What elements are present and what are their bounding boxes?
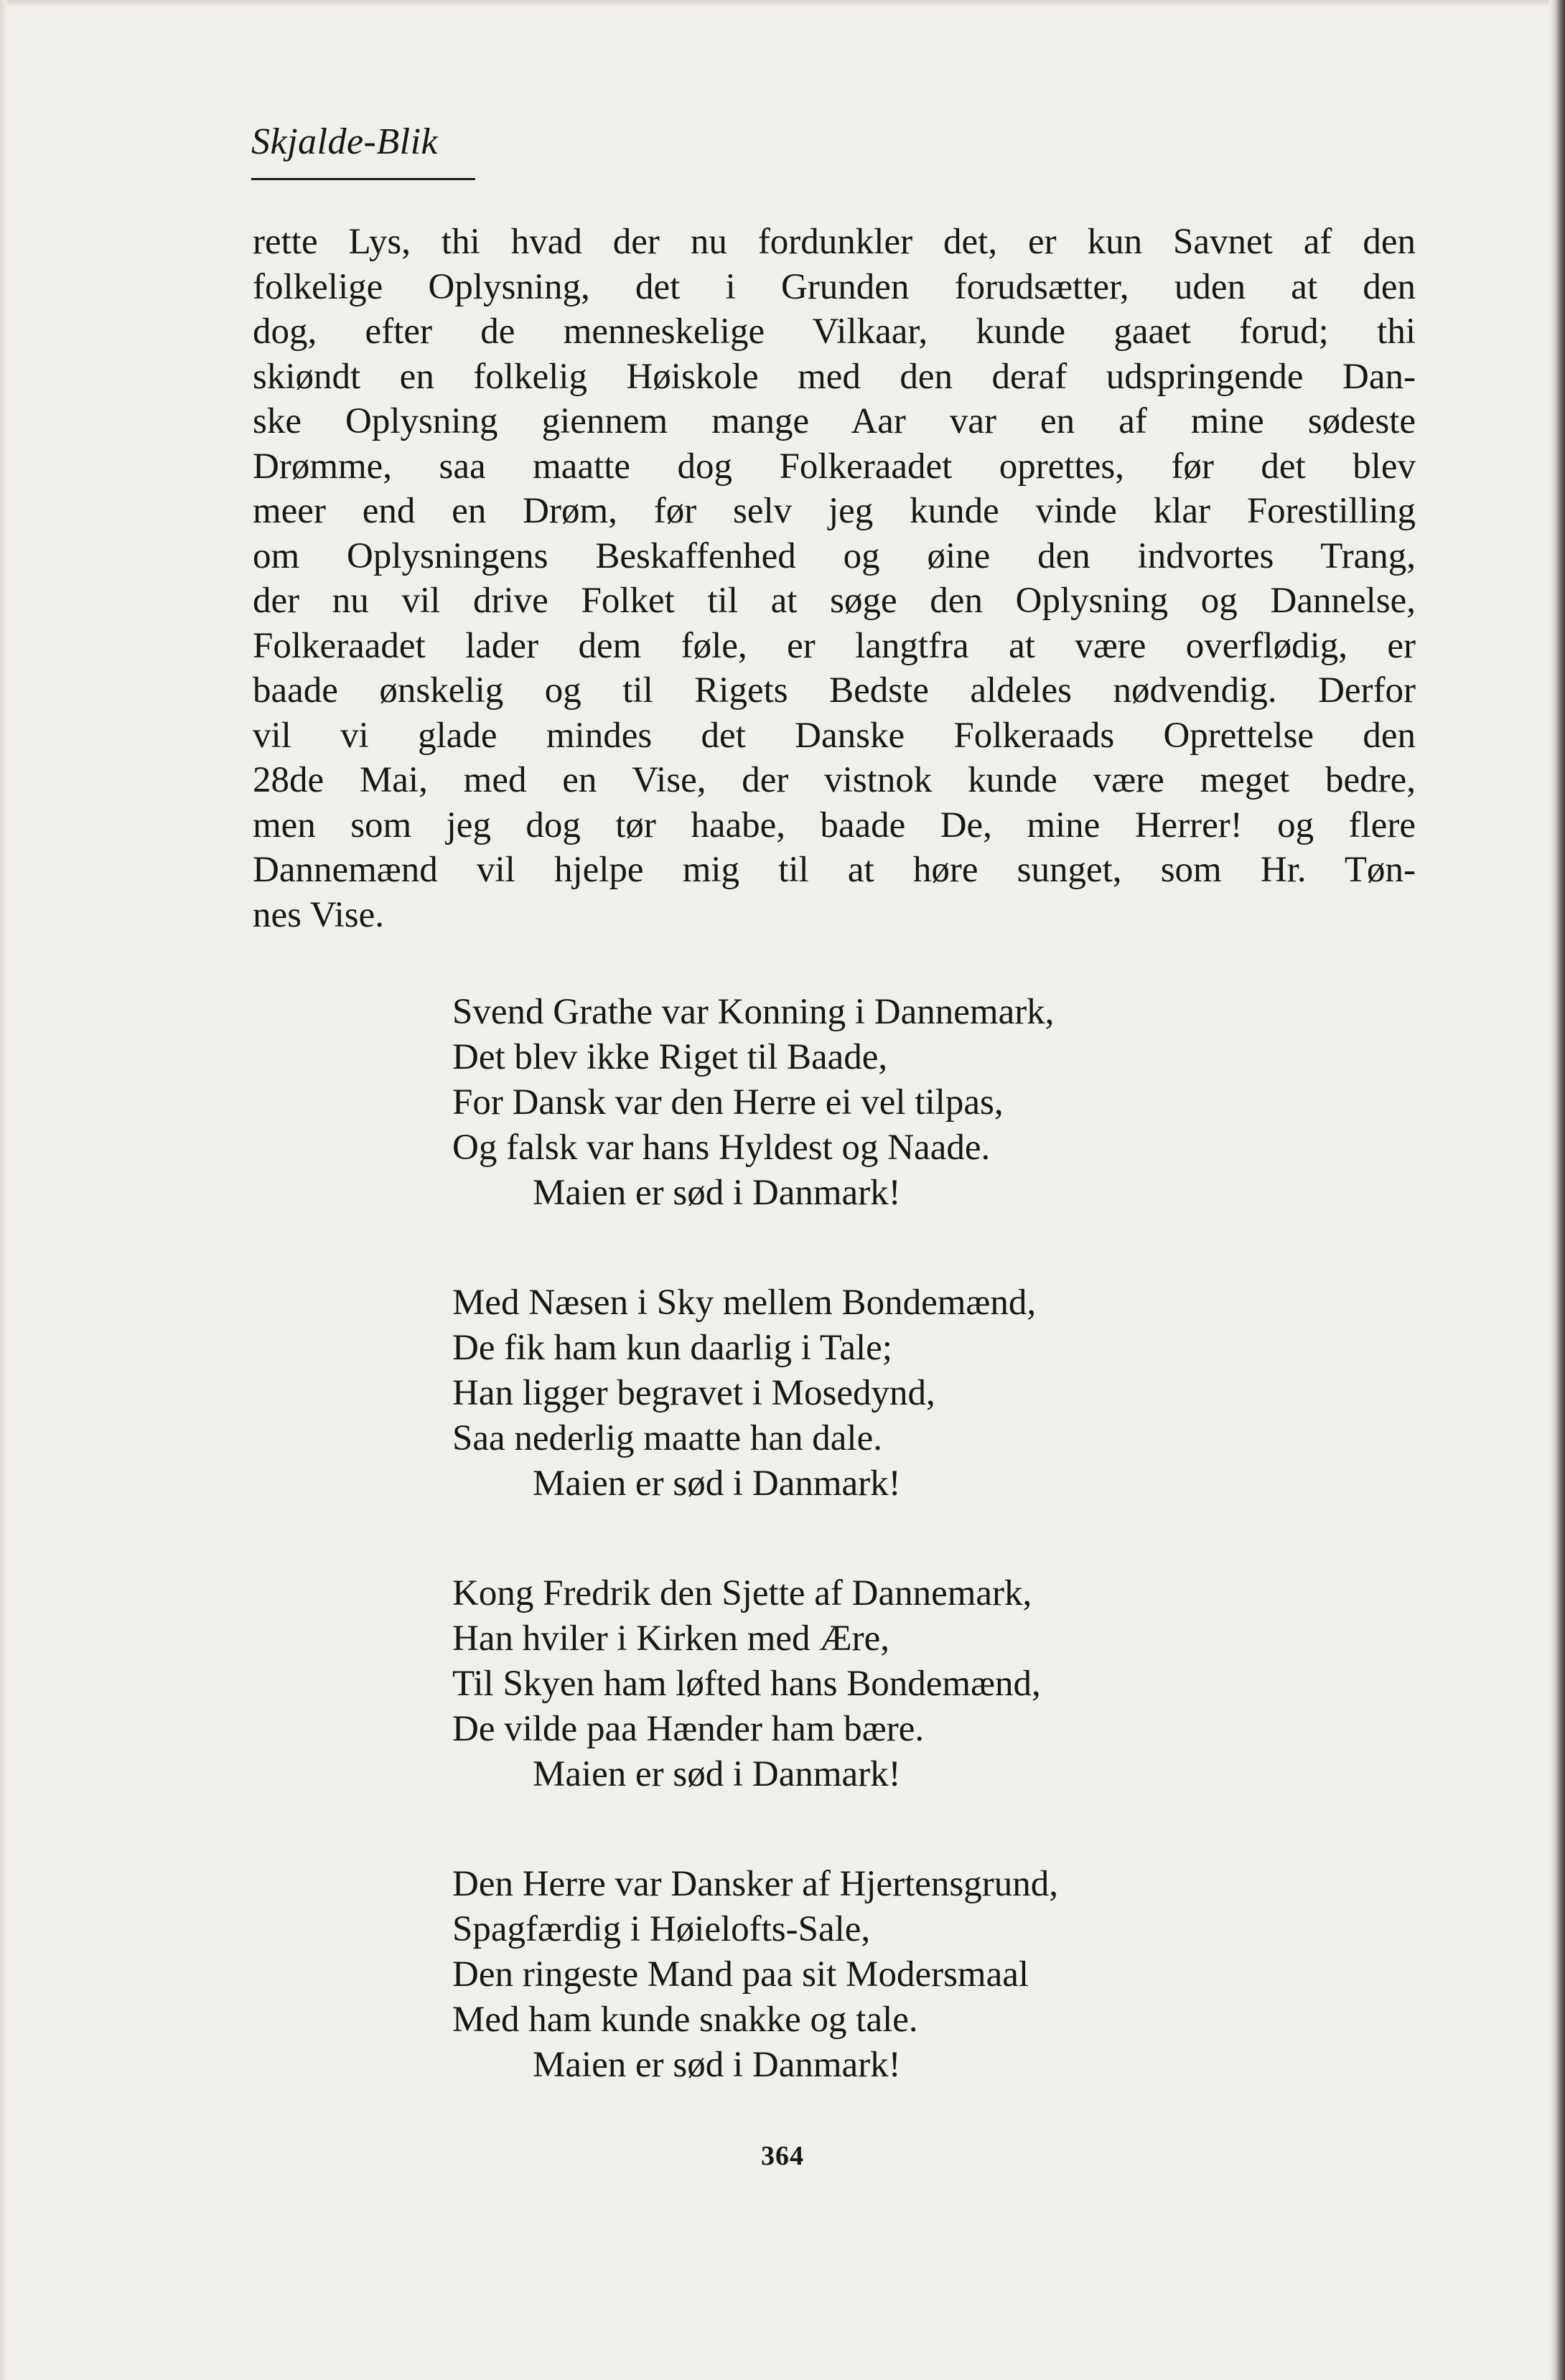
prose-line: folkelige Oplysning, det i Grunden forudsætter, uden at den <box>253 266 1416 307</box>
verse-line: De vilde paa Hænder ham bære. <box>452 1709 925 1749</box>
prose-line: baade ønskelig og til Rigets Bedste aldeles nødvendig. Derfor <box>253 670 1416 711</box>
prose-line: Drømme, saa maatte dog Folkeraadet oprettes, før det blev <box>253 446 1416 487</box>
prose-line: meer end en Drøm, før selv jeg kunde vinde klar Forestilling <box>253 491 1416 531</box>
verse-line: Spagfærdig i Høielofts-Sale, <box>452 1909 871 1949</box>
stanza-2 <box>452 1280 1357 1507</box>
refrain-line: Maien er sød i Danmark! <box>533 2045 901 2085</box>
verse-line: Den Herre var Dansker af Hjertensgrund, <box>452 1864 1058 1904</box>
running-head <box>251 123 438 161</box>
prose-line: Folkeraadet lader dem føle, er langtfra at være overflødig, er <box>253 625 1416 666</box>
page-number: 364 <box>761 2141 804 2171</box>
running-head-title: Skjalde-Blik <box>251 121 439 162</box>
verse-line: Han hviler i Kirken med Ære, <box>452 1618 889 1659</box>
verse-line: For Dansk var den Herre ei vel tilpas, <box>452 1082 1004 1123</box>
verse-line: Det blev ikke Riget til Baade, <box>452 1037 888 1077</box>
refrain-line: Maien er sød i Danmark! <box>533 1463 901 1504</box>
stanza-4 <box>452 1862 1357 2088</box>
prose-line: om Oplysningens Beskaffenhed og øine den indvortes Trang, <box>253 535 1416 576</box>
verse-line: Til Skyen ham løfted hans Bondemænd, <box>452 1664 1041 1704</box>
prose-line: skiøndt en folkelig Høiskole med den deraf udspringende Dan- <box>253 356 1416 397</box>
song-verses <box>452 990 1357 2088</box>
stanza-3 <box>452 1571 1357 1797</box>
running-head-rule <box>251 178 475 180</box>
verse-line: Den ringeste Mand paa sit Modersmaal <box>452 1954 1029 1995</box>
prose-line: rette Lys, thi hvad der nu fordunkler det, er kun Savnet af den <box>253 222 1416 262</box>
verse-line: Med Næsen i Sky mellem Bondemænd, <box>452 1283 1037 1323</box>
prose-paragraph <box>253 220 1416 937</box>
prose-line: Dannemænd vil hjelpe mig til at høre sunget, som Hr. Tøn- <box>253 850 1416 890</box>
verse-line: De fik ham kun daarlig i Tale; <box>452 1328 892 1368</box>
prose-line: vil vi glade mindes det Danske Folkeraads Oprettelse den <box>253 715 1416 756</box>
verse-line: Og falsk var hans Hyldest og Naade. <box>452 1128 991 1168</box>
prose-line: 28de Mai, med en Vise, der vistnok kunde være meget bedre, <box>253 760 1416 800</box>
verse-line: Med ham kunde snakke og tale. <box>452 2000 918 2040</box>
prose-line: der nu vil drive Folket til at søge den Oplysning og Dannelse, <box>253 581 1416 621</box>
verse-line: Saa nederlig maatte han dale. <box>452 1418 882 1458</box>
verse-line: Han ligger begravet i Mosedynd, <box>452 1373 935 1413</box>
refrain-line: Maien er sød i Danmark! <box>533 1173 901 1213</box>
stanza-1 <box>452 990 1357 1216</box>
prose-line: men som jeg dog tør haabe, baade De, mine Herrer! og flere <box>253 805 1416 845</box>
prose-line: nes Vise. <box>253 894 384 935</box>
prose-line: dog, efter de menneskelige Vilkaar, kunde gaaet forud; thi <box>253 311 1416 352</box>
verse-line: Kong Fredrik den Sjette af Dannemark, <box>452 1573 1032 1613</box>
refrain-line: Maien er sød i Danmark! <box>533 1754 901 1794</box>
prose-line: ske Oplysning giennem mange Aar var en af mine sødeste <box>253 401 1416 441</box>
verse-line: Svend Grathe var Konning i Dannemark, <box>452 992 1055 1032</box>
